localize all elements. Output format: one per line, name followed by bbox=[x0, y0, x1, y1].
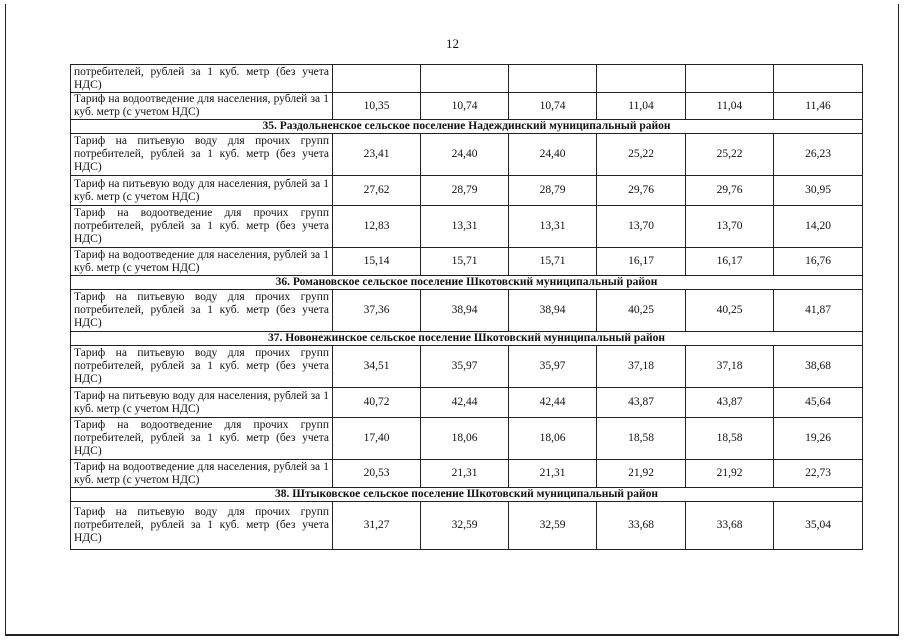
tariff-row bbox=[71, 248, 863, 276]
tariff-value: 38,94 bbox=[421, 290, 509, 332]
tariff-value: 38,94 bbox=[509, 290, 597, 332]
tariff-value: 31,27 bbox=[333, 502, 421, 550]
tariff-value: 13,31 bbox=[509, 206, 597, 248]
tariff-label: Тариф на водоотведение для населения, рублей за 1 куб. метр (с учетом НДС) bbox=[71, 93, 333, 120]
tariff-value: 42,44 bbox=[509, 388, 597, 418]
tariff-value: 11,04 bbox=[597, 93, 686, 120]
tariff-value: 28,79 bbox=[509, 176, 597, 206]
tariff-value: 40,25 bbox=[686, 290, 774, 332]
tariff-value: 21,31 bbox=[421, 460, 509, 488]
tariff-value: 16,17 bbox=[597, 248, 686, 276]
tariff-label: Тариф на питьевую воду для населения, рублей за 1 куб. метр (с учетом НДС) bbox=[71, 176, 333, 206]
tariff-label: Тариф на питьевую воду для населения, рублей за 1 куб. метр (с учетом НДС) bbox=[71, 388, 333, 418]
tariff-label: Тариф на питьевую воду для прочих групп потребителей, рублей за 1 куб. метр (без учета НДС) bbox=[71, 134, 333, 176]
tariff-row bbox=[71, 290, 863, 332]
tariff-value: 34,51 bbox=[333, 346, 421, 388]
tariff-value: 16,76 bbox=[774, 248, 863, 276]
tariff-value: 23,41 bbox=[333, 134, 421, 176]
tariff-label: Тариф на водоотведение для прочих групп потребителей, рублей за 1 куб. метр (без учета НДС) bbox=[71, 206, 333, 248]
tariff-value: 11,46 bbox=[774, 93, 863, 120]
tariff-value: 45,64 bbox=[774, 388, 863, 418]
tariff-value: 15,71 bbox=[421, 248, 509, 276]
tariff-value: 32,59 bbox=[509, 502, 597, 550]
section-title: 38. Штыковское сельское поселение Шкотовский муниципальный район bbox=[71, 488, 863, 502]
tariff-value: 10,74 bbox=[421, 93, 509, 120]
tariff-row bbox=[71, 502, 863, 550]
tariff-value bbox=[774, 65, 863, 93]
tariff-value: 35,04 bbox=[774, 502, 863, 550]
tariff-label: Тариф на водоотведение для населения, рублей за 1 куб. метр (с учетом НДС) bbox=[71, 248, 333, 276]
tariff-value: 24,40 bbox=[509, 134, 597, 176]
tariff-row bbox=[71, 134, 863, 176]
tariff-value: 22,73 bbox=[774, 460, 863, 488]
tariff-value: 35,97 bbox=[509, 346, 597, 388]
tariff-table bbox=[70, 64, 863, 550]
tariff-value: 25,22 bbox=[686, 134, 774, 176]
tariff-value bbox=[509, 65, 597, 93]
tariff-value: 43,87 bbox=[597, 388, 686, 418]
tariff-value bbox=[333, 65, 421, 93]
tariff-value: 18,58 bbox=[686, 418, 774, 460]
tariff-row bbox=[71, 93, 863, 120]
tariff-value: 15,71 bbox=[509, 248, 597, 276]
tariff-value: 14,20 bbox=[774, 206, 863, 248]
tariff-value bbox=[421, 65, 509, 93]
tariff-value: 12,83 bbox=[333, 206, 421, 248]
tariff-value: 29,76 bbox=[686, 176, 774, 206]
tariff-value bbox=[597, 65, 686, 93]
tariff-value: 38,68 bbox=[774, 346, 863, 388]
tariff-value: 13,70 bbox=[597, 206, 686, 248]
page-frame-left bbox=[5, 4, 6, 636]
page-frame-bottom bbox=[5, 634, 899, 636]
tariff-value: 42,44 bbox=[421, 388, 509, 418]
tariff-row bbox=[71, 346, 863, 388]
tariff-value: 29,76 bbox=[597, 176, 686, 206]
tariff-value: 21,31 bbox=[509, 460, 597, 488]
tariff-row bbox=[71, 460, 863, 488]
tariff-value: 32,59 bbox=[421, 502, 509, 550]
page-frame-right bbox=[898, 4, 899, 636]
tariff-label: Тариф на водоотведение для населения, рублей за 1 куб. метр (с учетом НДС) bbox=[71, 460, 333, 488]
tariff-value: 37,18 bbox=[597, 346, 686, 388]
tariff-value bbox=[686, 65, 774, 93]
page-number: 12 bbox=[446, 36, 459, 51]
tariff-label: Тариф на питьевую воду для прочих групп потребителей, рублей за 1 куб. метр (без учета НДС) bbox=[71, 502, 333, 550]
tariff-value: 33,68 bbox=[686, 502, 774, 550]
tariff-value: 37,36 bbox=[333, 290, 421, 332]
tariff-value: 17,40 bbox=[333, 418, 421, 460]
section-header-row bbox=[71, 488, 863, 502]
tariff-value: 21,92 bbox=[597, 460, 686, 488]
tariff-value: 26,23 bbox=[774, 134, 863, 176]
tariff-value: 40,72 bbox=[333, 388, 421, 418]
tariff-value: 27,62 bbox=[333, 176, 421, 206]
tariff-row bbox=[71, 65, 863, 93]
tariff-value: 18,06 bbox=[421, 418, 509, 460]
tariff-value: 21,92 bbox=[686, 460, 774, 488]
tariff-value: 13,31 bbox=[421, 206, 509, 248]
tariff-value: 30,95 bbox=[774, 176, 863, 206]
section-header-row bbox=[71, 120, 863, 134]
tariff-value: 33,68 bbox=[597, 502, 686, 550]
tariff-value: 24,40 bbox=[421, 134, 509, 176]
tariff-value: 11,04 bbox=[686, 93, 774, 120]
tariff-value: 25,22 bbox=[597, 134, 686, 176]
tariff-value: 13,70 bbox=[686, 206, 774, 248]
tariff-row bbox=[71, 206, 863, 248]
tariff-value: 10,35 bbox=[333, 93, 421, 120]
tariff-row bbox=[71, 388, 863, 418]
tariff-value: 40,25 bbox=[597, 290, 686, 332]
tariff-label: потребителей, рублей за 1 куб. метр (без учета НДС) bbox=[71, 65, 333, 93]
tariff-row bbox=[71, 418, 863, 460]
tariff-value: 41,87 bbox=[774, 290, 863, 332]
tariff-value: 18,06 bbox=[509, 418, 597, 460]
tariff-value: 19,26 bbox=[774, 418, 863, 460]
tariff-value: 10,74 bbox=[509, 93, 597, 120]
section-header-row bbox=[71, 276, 863, 290]
tariff-value: 20,53 bbox=[333, 460, 421, 488]
tariff-value: 16,17 bbox=[686, 248, 774, 276]
tariff-value: 43,87 bbox=[686, 388, 774, 418]
tariff-table-body bbox=[71, 65, 863, 550]
tariff-row bbox=[71, 176, 863, 206]
tariff-label: Тариф на питьевую воду для прочих групп потребителей, рублей за 1 куб. метр (без учета НДС) bbox=[71, 346, 333, 388]
section-title: 35. Раздольненское сельское поселение Надеждинский муниципальный район bbox=[71, 120, 863, 134]
tariff-value: 37,18 bbox=[686, 346, 774, 388]
tariff-label: Тариф на питьевую воду для прочих групп потребителей, рублей за 1 куб. метр (без учета НДС) bbox=[71, 290, 333, 332]
section-header-row bbox=[71, 332, 863, 346]
section-title: 37. Новонежинское сельское поселение Шкотовский муниципальный район bbox=[71, 332, 863, 346]
section-title: 36. Романовское сельское поселение Шкотовский муниципальный район bbox=[71, 276, 863, 290]
tariff-value: 35,97 bbox=[421, 346, 509, 388]
tariff-value: 18,58 bbox=[597, 418, 686, 460]
tariff-label: Тариф на водоотведение для прочих групп потребителей, рублей за 1 куб. метр (без учета НДС) bbox=[71, 418, 333, 460]
tariff-value: 28,79 bbox=[421, 176, 509, 206]
tariff-value: 15,14 bbox=[333, 248, 421, 276]
